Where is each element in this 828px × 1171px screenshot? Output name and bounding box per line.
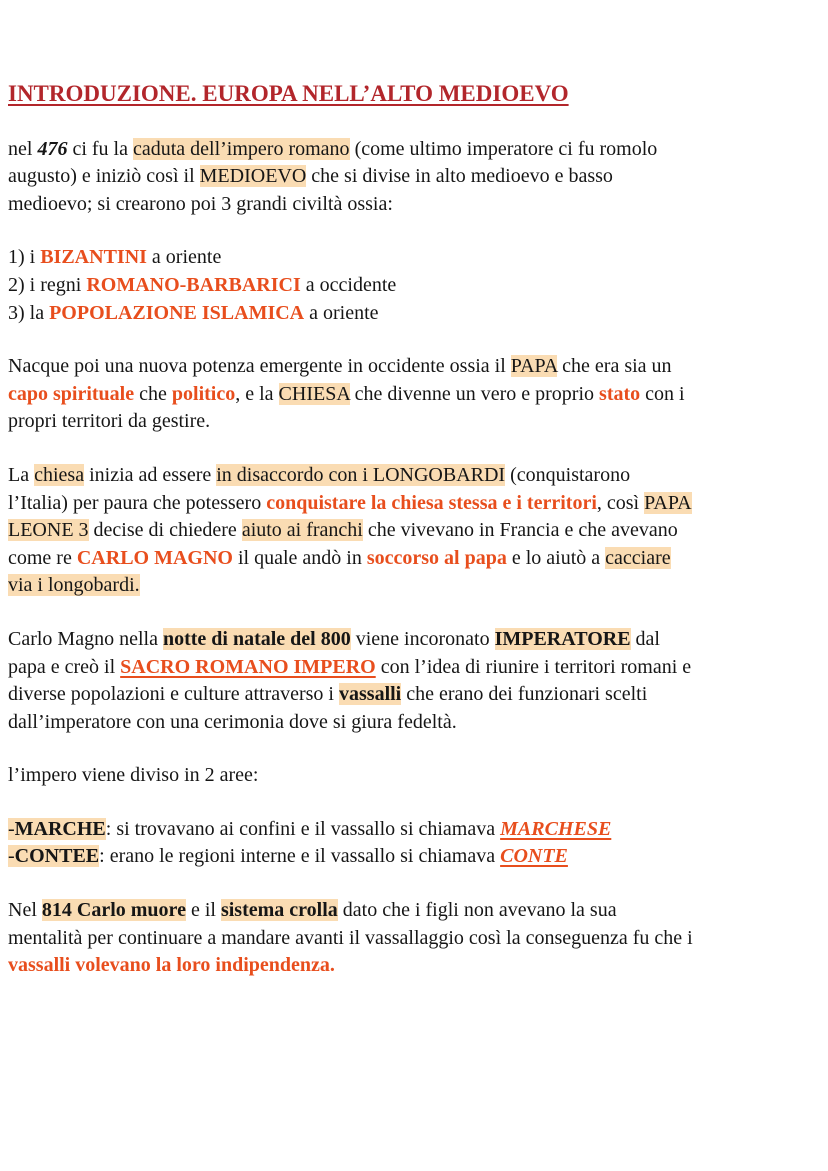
emphasis-run: capo spirituale (8, 382, 135, 405)
highlight-run: chiesa (34, 463, 85, 486)
text-run: papa e creò il (8, 655, 121, 678)
text-run: con l’idea di riunire i territori romani e (375, 655, 692, 678)
highlight-run: - (8, 845, 15, 868)
text-line (8, 80, 820, 110)
text-run: ci fu la (67, 137, 133, 160)
text-run: con i (640, 382, 685, 405)
highlight-run: cacciare (605, 546, 671, 569)
text-line (8, 272, 820, 300)
text-run: Nacque poi una nuova potenza emergente in occidente ossia il (8, 355, 511, 378)
text-run: dato che i figli non avevano la sua (337, 899, 617, 922)
highlight-run: sistema crolla (220, 899, 338, 922)
text-line (8, 545, 820, 573)
emphasis-run: politico (171, 382, 236, 405)
text-run: inizia ad essere (84, 463, 217, 486)
text-run: l’Italia) per paura che potessero (8, 491, 267, 514)
text-run: come re (8, 546, 77, 569)
highlight-run: IMPERATORE (494, 627, 631, 650)
text-run: a oriente (304, 301, 379, 324)
text-run: decise di chiedere (88, 519, 242, 542)
highlight-run: aiuto ai franchi (241, 519, 363, 542)
highlight-run: LEONE 3 (8, 519, 89, 542)
text-line (8, 517, 820, 545)
paragraph-lombards-and-franks (8, 462, 820, 600)
highlight-run: vassalli (339, 683, 402, 706)
text-run: : erano le regioni interne e il vassallo si chiamava (99, 845, 501, 868)
text-run: a oriente (146, 246, 222, 269)
text-line (8, 654, 820, 682)
highlight-run: 814 Carlo muore (41, 899, 186, 922)
emphasis-run: conquistare la chiesa stessa e i territori (266, 491, 597, 514)
text-line (8, 843, 820, 871)
text-line (8, 353, 820, 381)
text-run: : si trovavano ai confini e il vassallo si chiamava (105, 817, 501, 840)
text-line (8, 897, 820, 925)
text-line (8, 681, 820, 709)
text-run: , così (596, 491, 645, 514)
emphasis-run: MARCHESE (500, 817, 612, 840)
text-run: diverse popolazioni e culture attraverso i (8, 683, 339, 706)
text-line (8, 952, 820, 980)
list-three-civilizations (8, 244, 820, 327)
text-run: 3) la (8, 301, 50, 324)
paragraph-two-areas-intro (8, 762, 820, 790)
text-run: che vivevano in Francia e che avevano (362, 519, 678, 542)
text-run: medioevo; si crearono poi 3 grandi civiltà ossia: (8, 192, 393, 215)
highlight-run: via i longobardi. (8, 574, 140, 597)
text-run: che si divise in alto medioevo e basso (306, 165, 613, 188)
text-run: e lo aiutò a (506, 546, 606, 569)
text-run: 476 (37, 137, 68, 160)
text-run: dal (630, 627, 660, 650)
text-run: il quale andò in (232, 546, 367, 569)
emphasis-run: CARLO MAGNO (76, 546, 233, 569)
text-line (8, 762, 820, 790)
emphasis-run: BIZANTINI (40, 246, 147, 269)
highlight-run: notte di natale del 800 (162, 627, 351, 650)
text-run: e il (185, 899, 221, 922)
text-run: viene incoronato (350, 627, 495, 650)
text-run: augusto) e iniziò così il (8, 165, 200, 188)
paragraph-death-of-charlemagne (8, 897, 820, 980)
text-line (8, 191, 820, 219)
highlight-run: CONTEE (14, 845, 100, 868)
paragraph-coronation-empire (8, 626, 820, 736)
text-line (8, 816, 820, 844)
text-run: l’impero viene diviso in 2 aree: (8, 764, 259, 787)
text-run: che era sia un (557, 355, 672, 378)
text-run: Nel (8, 899, 42, 922)
text-line (8, 300, 820, 328)
text-run: che erano dei funzionari scelti (401, 683, 648, 706)
text-run: 1) i (8, 246, 41, 269)
text-line (8, 381, 820, 409)
text-run: (conquistarono (505, 463, 631, 486)
text-run: (come ultimo imperatore ci fu romolo (349, 137, 658, 160)
emphasis-run: vassalli volevano la loro indipendenza. (8, 954, 335, 977)
paragraph-pope-and-church (8, 353, 820, 436)
text-run: dall’imperatore con una cerimonia dove si giura fedeltà. (8, 710, 457, 733)
text-run: propri territori da gestire. (8, 410, 211, 433)
document-body (8, 80, 820, 980)
text-run: Carlo Magno nella (8, 627, 163, 650)
highlight-run: PAPA (510, 355, 558, 378)
emphasis-run: POPOLAZIONE ISLAMICA (49, 301, 305, 324)
text-run: che divenne un vero e proprio (349, 382, 600, 405)
emphasis-run: soccorso al papa (366, 546, 507, 569)
text-run: mentalità per continuare a mandare avanti il vassallaggio così la conseguenza fu che i (8, 926, 693, 949)
highlight-run: MARCHE (14, 817, 106, 840)
text-line (8, 709, 820, 737)
highlight-run: in disaccordo con i LONGOBARDI (216, 463, 506, 486)
text-run: , e la (235, 382, 279, 405)
text-line (8, 244, 820, 272)
emphasis-run: CONTE (500, 845, 568, 868)
highlight-run: CHIESA (278, 382, 350, 405)
text-line (8, 462, 820, 490)
highlight-run: PAPA (644, 491, 692, 514)
text-line (8, 163, 820, 191)
document-title (8, 80, 820, 110)
text-run: che (134, 382, 172, 405)
emphasis-run: SACRO ROMANO IMPERO (120, 655, 376, 678)
paragraph-fall-of-rome (8, 136, 820, 219)
text-line (8, 572, 820, 600)
text-line (8, 925, 820, 953)
text-line (8, 408, 820, 436)
highlight-run: caduta dell’impero romano (132, 137, 350, 160)
emphasis-run: stato (599, 382, 641, 405)
text-run: 2) i regni (8, 273, 87, 296)
highlight-run: - (8, 817, 15, 840)
highlight-run: MEDIOEVO (199, 165, 307, 188)
text-line (8, 136, 820, 164)
page-title: INTRODUZIONE. EUROPA NELL’ALTO MEDIOEVO (8, 81, 569, 106)
text-run: a occidente (300, 273, 397, 296)
text-line (8, 626, 820, 654)
text-run: nel (8, 137, 38, 160)
emphasis-run: ROMANO-BARBARICI (86, 273, 301, 296)
text-line (8, 490, 820, 518)
text-run: La (8, 463, 35, 486)
list-marche-contee (8, 816, 820, 871)
